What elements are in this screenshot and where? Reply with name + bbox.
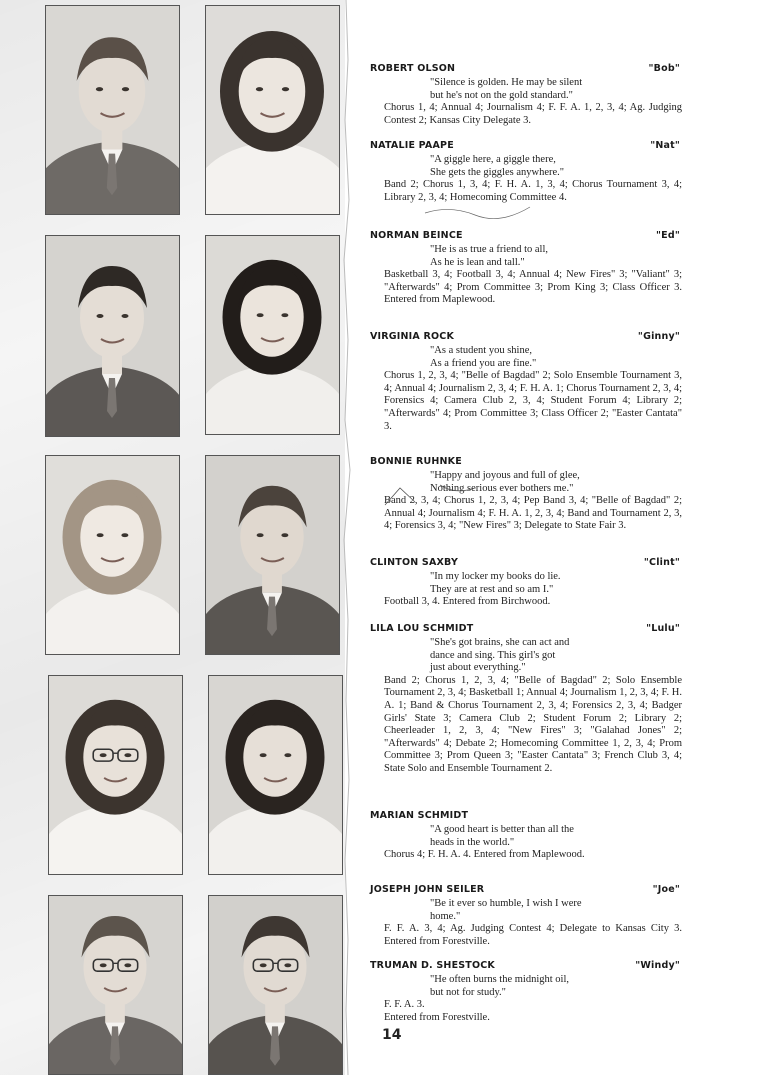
portrait-svg: [46, 236, 179, 436]
student-quote: "Silence is golden. He may be silent but he's not on the gold standard.": [430, 77, 583, 101]
student-nickname: "Nat": [650, 140, 680, 151]
portrait-svg: [209, 676, 342, 874]
student-activities: F. F. A. 3. Entered from Forestville.: [384, 999, 490, 1023]
eye: [281, 313, 288, 317]
student-name: TRUMAN D. SHESTOCK: [370, 960, 495, 971]
eye: [96, 87, 103, 91]
eye: [257, 313, 264, 317]
eye: [260, 753, 267, 757]
student-name: NORMAN BEINCE: [370, 230, 463, 241]
portrait-photo: [205, 235, 340, 435]
student-entry: [360, 456, 690, 533]
student-activities: Band 2, 3, 4; Chorus 1, 2, 3, 4; Pep Band 3, 4; "Belle of Bagdad" 2; Annual 4; Journalism 4; F. H. A. 1, 2, 3, 4; Band and Tournament 2, 3, 4; Forensics 3, 4; "New Fires" 3; Delegate to State Fair 3.: [384, 495, 682, 532]
eye: [256, 87, 263, 91]
eye: [281, 533, 288, 537]
student-activities: Basketball 3, 4; Football 3, 4; Annual 4; New Fires" 3; "Valiant" 3; "Afterwards" 4; Prom Committee 3; Prom King 3; Class Officer 3. Entered from Maplewood.: [384, 269, 682, 306]
student-entry: [360, 63, 690, 127]
portrait-photo: [48, 675, 183, 875]
eye: [97, 533, 104, 537]
student-name: ROBERT OLSON: [370, 63, 456, 74]
student-nickname: "Windy": [635, 960, 680, 971]
student-activities: Band 2; Chorus 1, 2, 3, 4; "Belle of Bagdad" 2; Solo Ensemble Tournament 2, 3, 4; Basketball 1; Annual 4; Journalism 1, 2, 3, 4; F. H. A. 1; Band & Chorus Tournament 2, 3, 4; Forensics 2, 3, 4; Badger Girls' State 3; Camera Club 2; Student Forum 2; Library 2; Cheerleader 1, 2, 3, 4; "New Fires" 3; "Galahad Jones" 2; "Afterwards" 4; Debate 2; Homecoming Committee 1, 2, 3, 4; Prom Committee 3; Prom Queen 3; "Easter Cantata" 3; French Club 3, 4; State Solo and Ensemble Tournament 2.: [384, 674, 682, 774]
student-nickname: "Ed": [656, 230, 680, 241]
student-activities: Chorus 1, 2, 3, 4; "Belle of Bagdad" 2; Solo Ensemble Tournament 3, 4; Annual 4; Journalism 2, 3, 4; F. H. A. 1; Chorus Tournament 2, 3, 4; Forensics 4; Camera Club 2, 3, 4; Student Forum 4; Library 2; "Afterwards" 4; Prom Committee 3; Class Officer 2; "Easter Cantata" 3.: [384, 370, 682, 432]
student-entry: [360, 960, 690, 1024]
portrait-svg: [49, 676, 182, 874]
eye: [124, 753, 131, 757]
student-entry: [360, 140, 690, 204]
student-activities: Band 2; Chorus 1, 3, 4; F. H. A. 1, 3, 4; Chorus Tournament 3, 4; Library 2, 3, 4; Homecoming Committee 4.: [384, 179, 682, 203]
portrait-photo: [208, 675, 343, 875]
eye: [122, 314, 129, 318]
eye: [284, 753, 291, 757]
student-quote: "In my locker my books do lie. They are at rest and so am I.": [430, 571, 561, 595]
portrait-svg: [209, 896, 342, 1074]
student-name: JOSEPH JOHN SEILER: [370, 884, 485, 895]
student-entry: [360, 623, 690, 776]
portrait-photo: [205, 455, 340, 655]
eye: [122, 87, 129, 91]
eye: [284, 963, 291, 967]
student-quote: "He often burns the midnight oil, but not for study.": [430, 974, 570, 998]
portrait-svg: [206, 236, 339, 434]
portrait-photo: [45, 235, 180, 437]
eye: [97, 314, 104, 318]
student-entry: [360, 230, 690, 307]
student-nickname: "Bob": [648, 63, 680, 74]
eye: [100, 963, 107, 967]
student-nickname: "Joe": [652, 884, 680, 895]
student-activities: Chorus 1, 4; Annual 4; Journalism 4; F. F. A. 1, 2, 3, 4; Ag. Judging Contest 2; Kansas City Delegate 3.: [384, 102, 682, 126]
student-name: LILA LOU SCHMIDT: [370, 623, 474, 634]
student-nickname: "Lulu": [646, 623, 680, 634]
portrait-svg: [46, 456, 179, 654]
student-entry: [360, 557, 690, 609]
student-nickname: "Ginny": [637, 331, 680, 342]
portrait-photo: [45, 455, 180, 655]
student-quote: "Happy and joyous and full of glee, Nothing serious ever bothers me.": [430, 470, 580, 494]
student-name: MARIAN SCHMIDT: [370, 810, 469, 821]
student-activities: F. F. A. 3, 4; Ag. Judging Contest 4; Delegate to Kansas City 3. Entered from Forestville.: [384, 923, 682, 947]
eye: [282, 87, 289, 91]
student-name: NATALIE PAAPE: [370, 140, 454, 151]
portrait-photo: [208, 895, 343, 1075]
portrait-svg: [46, 6, 179, 214]
student-quote: "Be it ever so humble, I wish I were home.": [430, 898, 582, 922]
portrait-photo: [205, 5, 340, 215]
student-entry: [360, 810, 690, 862]
student-entry: [360, 884, 690, 948]
student-activities: Chorus 4; F. H. A. 4. Entered from Maplewood.: [384, 849, 585, 861]
portrait-photo: [45, 5, 180, 215]
student-nickname: "Clint": [643, 557, 680, 568]
portrait-photo: [48, 895, 183, 1075]
portrait-svg: [206, 6, 339, 214]
student-name: VIRGINIA ROCK: [370, 331, 455, 342]
student-quote: "A giggle here, a giggle there, She gets the giggles anywhere.": [430, 154, 565, 178]
student-entry: [360, 331, 690, 433]
portrait-svg: [49, 896, 182, 1074]
eye: [100, 753, 107, 757]
portrait-svg: [206, 456, 339, 654]
page-number: 14: [382, 1027, 402, 1043]
eye: [260, 963, 267, 967]
torn-edge: [340, 0, 354, 1075]
student-quote: "A good heart is better than all the heads in the world.": [430, 824, 574, 848]
student-name: CLINTON SAXBY: [370, 557, 459, 568]
eye: [124, 963, 131, 967]
student-quote: "She's got brains, she can act and dance and sing. This girl's got just about everything.": [430, 637, 570, 674]
student-name: BONNIE RUHNKE: [370, 456, 462, 467]
student-quote: "As a student you shine, As a friend you are fine.": [430, 345, 537, 369]
student-activities: Football 3, 4. Entered from Birchwood.: [384, 596, 551, 608]
eye: [121, 533, 128, 537]
eye: [257, 533, 264, 537]
student-quote: "He is as true a friend to all, As he is lean and tall.": [430, 244, 548, 268]
